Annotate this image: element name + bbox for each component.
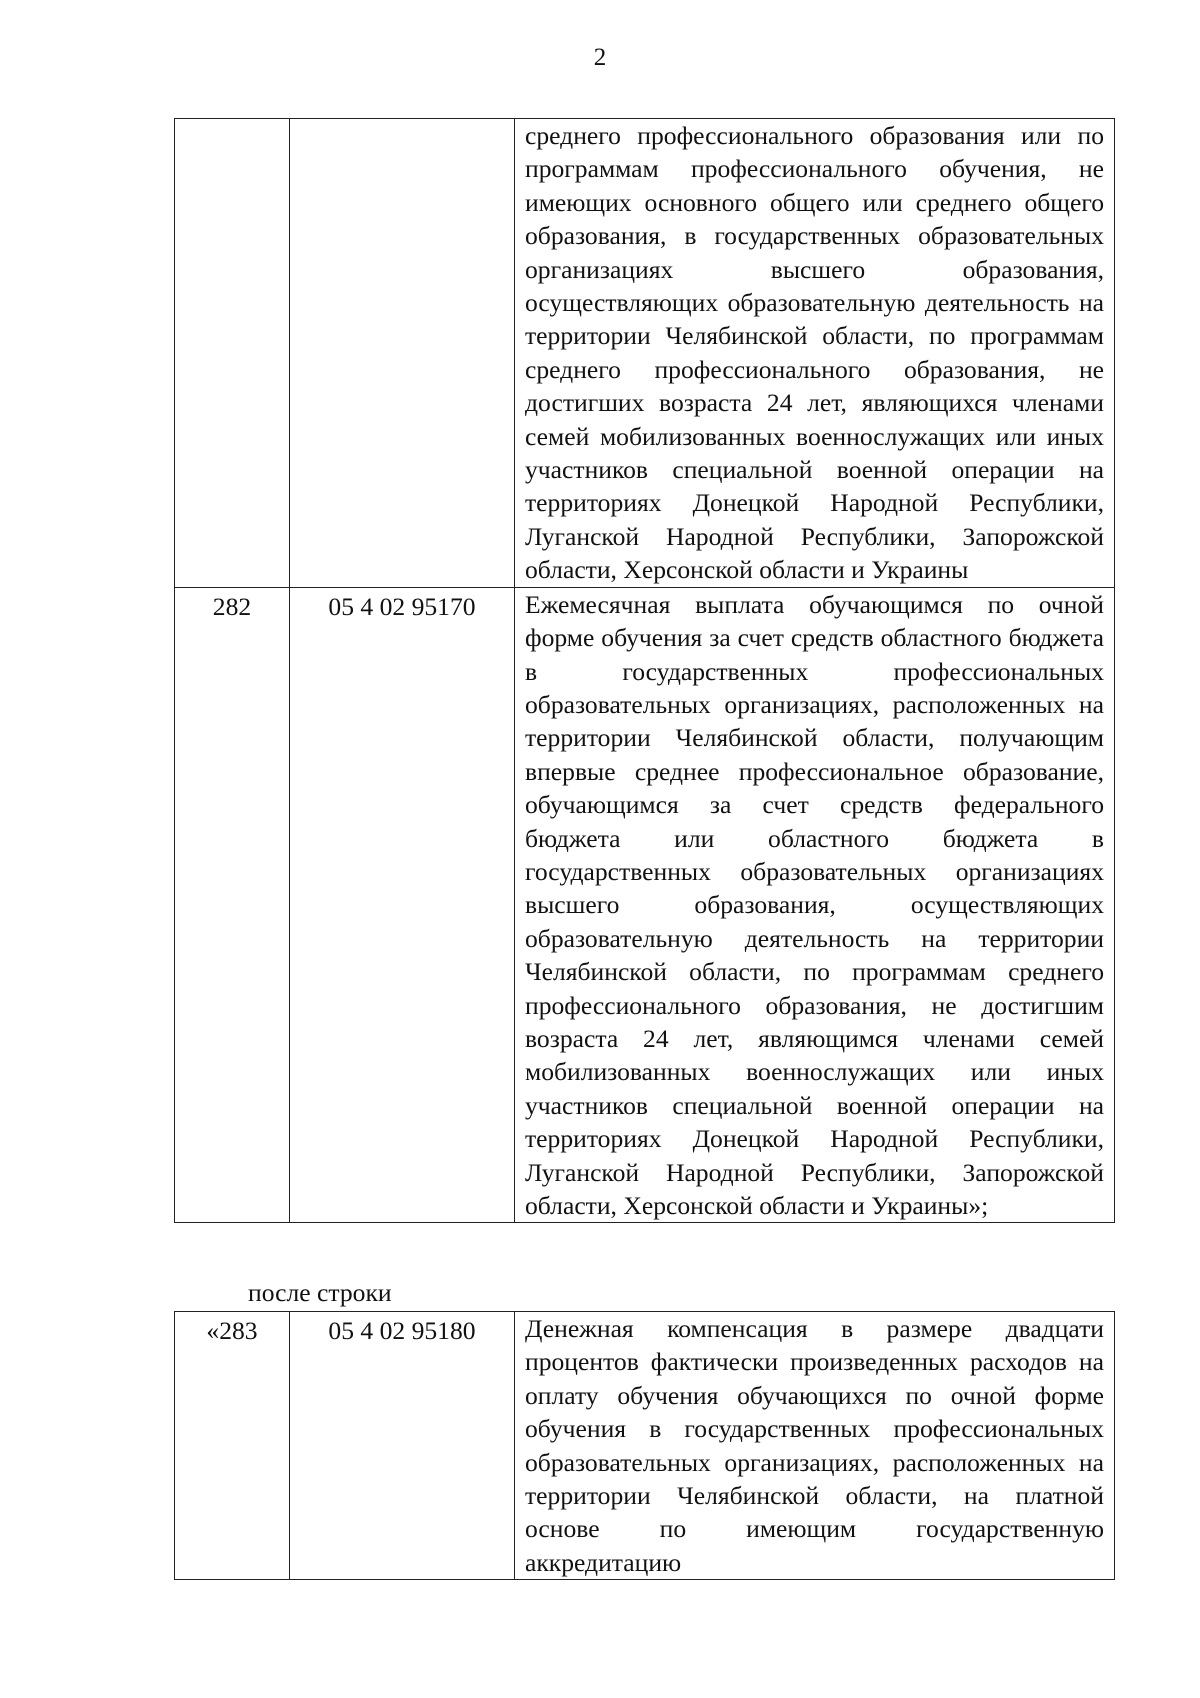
insertion-instruction-text: после строки (248, 1278, 392, 1307)
budget-table-continued (174, 118, 1115, 1223)
budget-code-cell: 05 4 02 95170 (290, 587, 515, 1223)
description-cell (515, 587, 1115, 1223)
description-cell (515, 119, 1115, 588)
table-row (175, 119, 1115, 588)
description-cell (515, 1312, 1115, 1580)
page-number: 2 (593, 44, 607, 71)
description-text: среднего профессионального образования или по программам профессионального обучения, не имеющих основного общего или среднего общего образования, в государственных образовательных организациях высшего образования, осуществляющих образовательную деятельность на территории Челябинской области, по программам среднего профессионального образования, не достигших возраста 24 лет, являющихся членами семей мобилизованных военнослужащих или иных участников специальной военной операции на территориях Донецкой Народной Республики, Луганской Народной Республики, Запорожской области, Херсонской области и Украины (525, 121, 1104, 585)
budget-code-cell (290, 119, 515, 588)
budget-table-inserted (174, 1311, 1115, 1580)
table-row (175, 587, 1115, 1223)
budget-code-cell: 05 4 02 95180 (290, 1312, 515, 1580)
table-row (175, 1312, 1115, 1580)
description-text: Денежная компенсация в размере двадцати процентов фактически произведенных расходов на оплату обучения обучающихся по очной форме обучения в государственных профессиональных образовательных организациях, расположенных на территории Челябинской области, на платной основе по имеющим государственную аккредитацию (525, 1314, 1104, 1577)
description-text: Ежемесячная выплата обучающимся по очной форме обучения за счет средств областного бюджета в государственных профессиональных образовательных организациях, расположенных на территории Челябинской области, получающим впервые среднее профессиональное образование, обучающимся за счет средств федерального бюджета или областного бюджета в государственных образовательных организациях высшего образования, осуществляющих образовательную деятельность на территории Челябинской области, по программам среднего профессионального образования, не достигшим возраста 24 лет, являющимся членами семей мобилизованных военнослужащих или иных участников специальной военной операции на территориях Донецкой Народной Республики, Луганской Народной Республики, Запорожской области, Херсонской области и Украины»; (525, 589, 1104, 1220)
row-number-cell (175, 119, 290, 588)
row-number-cell: 282 (175, 587, 290, 1223)
row-number-cell: «283 (175, 1312, 290, 1580)
